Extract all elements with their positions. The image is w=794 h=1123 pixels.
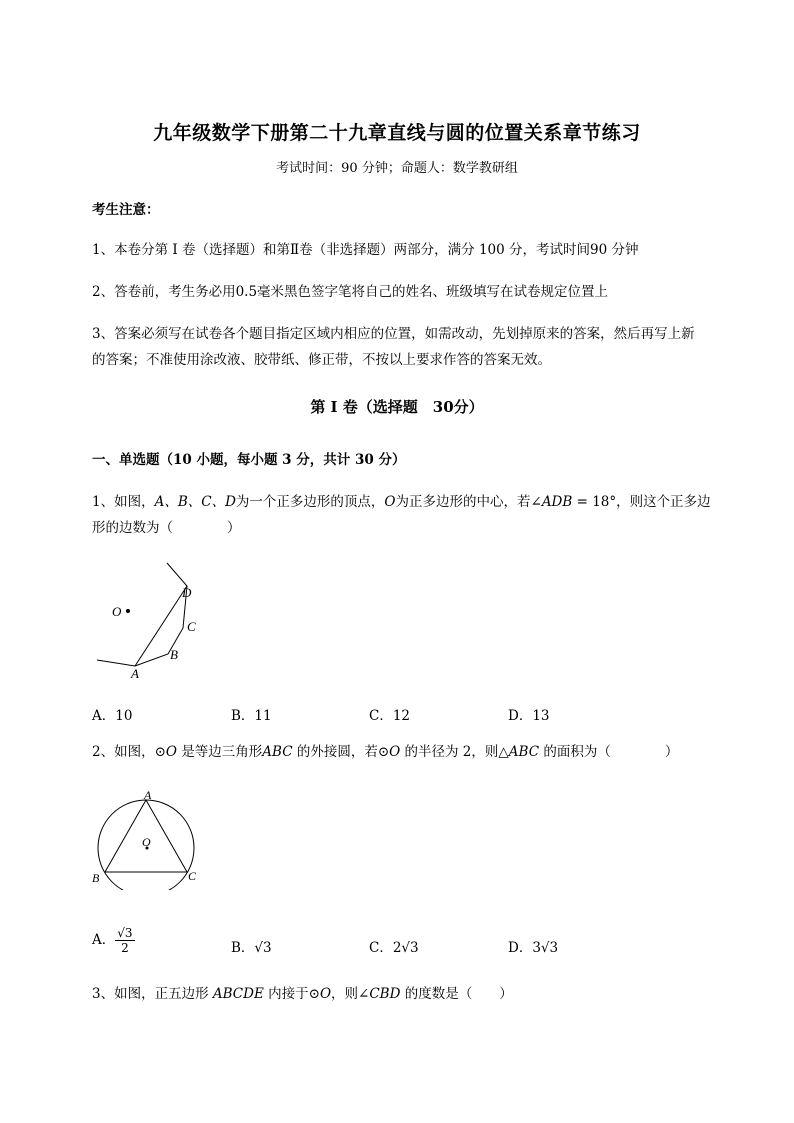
q1-o: O bbox=[384, 494, 396, 510]
q2-text-part: 是等边三角形 bbox=[176, 744, 263, 760]
q2-label-o: O bbox=[142, 835, 151, 849]
q2-text bbox=[92, 738, 678, 766]
q1-polygon-figure bbox=[90, 560, 220, 685]
q2-option-a-prefix: A． bbox=[92, 932, 116, 948]
q2-abc: ABC bbox=[262, 744, 293, 760]
q2-o: O bbox=[165, 744, 177, 760]
notice-item-3: 3、答案必须写在试卷各个题目指定区域内相应的位置，如需改动，先划掉原来的答案，然后再写上新 bbox=[92, 326, 695, 342]
q2-text-part: 2、如图，⊙ bbox=[92, 744, 166, 760]
q2-option-a[interactable] bbox=[92, 926, 135, 955]
q3-text bbox=[92, 980, 513, 1008]
q2-option-b[interactable]: B．√3 bbox=[231, 940, 272, 956]
page-subtitle: 考试时间：90 分钟；命题人：数学教研组 bbox=[276, 161, 518, 176]
q2-text-part: 的面积为（ ） bbox=[539, 744, 679, 760]
notice-item-1: 1、本卷分第 I 卷（选择题）和第Ⅱ卷（非选择题）两部分，满分 100 分，考试时间90 分钟 bbox=[92, 242, 639, 258]
q3-text-part: ，则∠ bbox=[331, 986, 370, 1002]
q3-o: O bbox=[319, 986, 332, 1002]
q2-option-a-fraction bbox=[115, 926, 134, 955]
q3-text-part: 内接于⊙ bbox=[263, 986, 320, 1002]
q1-label-o: O bbox=[112, 604, 122, 619]
q3-abcde: ABCDE bbox=[212, 986, 264, 1002]
q1-text: 为一个正多边形的顶点， bbox=[235, 494, 385, 510]
q1-text: = 18°，则这个正多边 bbox=[572, 494, 711, 510]
q3-text-part: 的度数是（ ） bbox=[400, 986, 513, 1002]
q1-option-b[interactable]: B．11 bbox=[231, 708, 272, 724]
q1-vars: A、B、C、D bbox=[154, 494, 236, 510]
q1-label-c: C bbox=[187, 619, 196, 634]
notice-heading: 考生注意： bbox=[92, 202, 160, 218]
q2-abc: ABC bbox=[508, 744, 540, 760]
q2-option-d[interactable]: D．3√3 bbox=[508, 940, 559, 956]
q3-angle: CBD bbox=[369, 986, 401, 1002]
q2-circle-figure bbox=[88, 784, 206, 890]
q2-text-part: 的半径为 2，则△ bbox=[400, 744, 509, 760]
page-title: 九年级数学下册第二十九章直线与圆的位置关系章节练习 bbox=[153, 122, 641, 144]
q1-angle: ADB bbox=[541, 494, 573, 510]
q2-label-a: A bbox=[144, 788, 152, 802]
q1-option-d[interactable]: D．13 bbox=[508, 708, 550, 724]
q2-o: O bbox=[389, 744, 401, 760]
q2-label-b: B bbox=[92, 871, 100, 885]
q2-label-c: C bbox=[188, 869, 197, 883]
part-heading: 一、单选题（10 小题，每小题 3 分，共计 30 分） bbox=[92, 452, 406, 468]
q3-text-part: 3、如图，正五边形 bbox=[92, 986, 213, 1002]
q1-label-b: B bbox=[170, 647, 178, 662]
notice-item-3-cont: 的答案；不准使用涂改液、胶带纸、修正带，不按以上要求作答的答案无效。 bbox=[92, 352, 551, 368]
q1-text-line1 bbox=[92, 488, 711, 516]
q1-option-c[interactable]: C．12 bbox=[369, 708, 411, 724]
fraction-denominator: 2 bbox=[121, 941, 129, 955]
q1-label-a: A bbox=[131, 666, 139, 681]
q1-option-a[interactable]: A．10 bbox=[92, 708, 133, 724]
fraction-numerator: √3 bbox=[117, 926, 133, 940]
q1-text-line2: 形的边数为（ ） bbox=[92, 520, 241, 536]
notice-item-2: 2、答卷前，考生务必用0.5毫米黑色签字笔将自己的姓名、班级填写在试卷规定位置上 bbox=[92, 284, 609, 300]
q1-label-d: D bbox=[182, 585, 192, 600]
q2-option-c[interactable]: C．2√3 bbox=[369, 940, 419, 956]
q1-text: 为正多边形的中心，若∠ bbox=[395, 494, 542, 510]
section-title: 第 I 卷（选择题 30分） bbox=[310, 398, 484, 416]
q2-text-part: 的外接圆，若⊙ bbox=[292, 744, 390, 760]
q1-text: 1、如图， bbox=[92, 494, 155, 510]
